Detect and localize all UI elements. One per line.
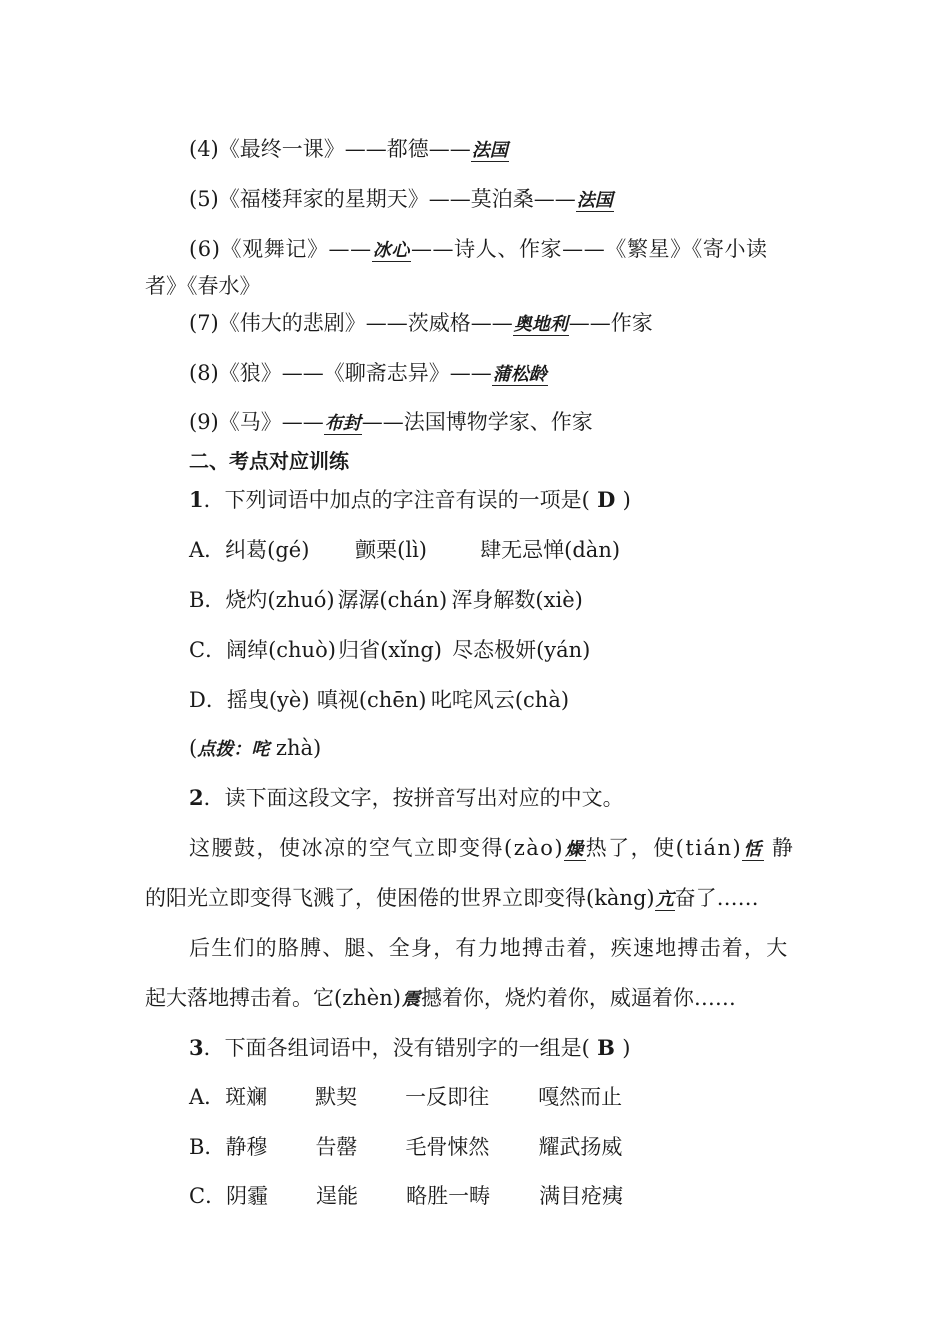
q3-option-b: B．静穆 告罄 毛骨悚然 耀武扬威 xyxy=(189,1135,623,1159)
q1-tip: (点拨：咤 zhà) xyxy=(189,736,322,760)
section-heading: 二、考点对应训练 xyxy=(189,449,349,473)
question-3: 3．下面各组词语中，没有错别字的一组是( B ) xyxy=(189,1035,631,1060)
answer-blank: 燥 xyxy=(565,839,585,860)
answer-blank: 布封 xyxy=(324,413,361,434)
answer-blank: 恬 xyxy=(743,839,763,860)
q2-paragraph-line-2: 的阳光立即变得飞溅了，使困倦的世界立即变得(kàng)亢奋了…… xyxy=(145,886,759,910)
answer-blank: 亢 xyxy=(655,889,674,910)
q3-option-a: A．斑斓 默契 一反即往 嘎然而止 xyxy=(189,1085,623,1109)
q1-option-d: D．摇曳(yè) 嗔视(chēn) 叱咤风云(chà) xyxy=(189,688,570,712)
work-item-4: (4)《最终一课》——都德——法国 xyxy=(189,137,508,161)
q2-paragraph-line-1: 这腰鼓，使冰凉的空气立即变得(zào)燥热了，使(tián)恬 静 xyxy=(189,836,795,860)
answer-blank: 蒲松龄 xyxy=(492,364,547,385)
answer-inline: 震 xyxy=(401,989,420,1010)
answer-blank: 法国 xyxy=(471,140,508,161)
work-item-5: (5)《福楼拜家的星期天》——莫泊桑——法国 xyxy=(189,187,613,211)
question-3-answer: B xyxy=(589,1035,623,1060)
q2-paragraph-line-4: 起大落地搏击着。它(zhèn)震撼着你，烧灼着你，威逼着你…… xyxy=(145,986,736,1010)
answer-blank: 奥地利 xyxy=(513,314,568,335)
q2-paragraph-line-3: 后生们的胳膊、腿、全身，有力地搏击着，疾速地搏击着，大 xyxy=(189,936,789,960)
q3-option-c: C．阴霾 逞能 略胜一畴 满目疮痍 xyxy=(189,1184,624,1208)
work-item-7: (7)《伟大的悲剧》——茨威格——奥地利——作家 xyxy=(189,311,653,335)
q1-option-b: B．烧灼(zhuó) 潺潺(chán) 浑身解数(xiè) xyxy=(189,588,583,612)
question-1-answer: D xyxy=(589,487,623,512)
q1-option-c: C．阔绰(chuò) 归省(xǐng) 尽态极妍(yán) xyxy=(189,638,591,662)
work-item-9: (9)《马》——布封——法国博物学家、作家 xyxy=(189,410,593,434)
question-2: 2．读下面这段文字，按拼音写出对应的中文。 xyxy=(189,785,624,810)
question-1: 1．下列词语中加点的字注音有误的一项是( D ) xyxy=(189,487,631,512)
work-item-6-continued: 者》《春水》 xyxy=(145,274,261,298)
answer-blank: 法国 xyxy=(576,190,613,211)
answer-blank: 冰心 xyxy=(372,240,410,261)
work-item-6: (6)《观舞记》——冰心——诗人、作家——《繁星》《寄小读 xyxy=(189,237,768,261)
q1-option-a: A．纠葛(gé) 颤栗(lì) 肆无忌惮(dàn) xyxy=(189,538,621,562)
work-item-8: (8)《狼》——《聊斋志异》——蒲松龄 xyxy=(189,361,547,385)
